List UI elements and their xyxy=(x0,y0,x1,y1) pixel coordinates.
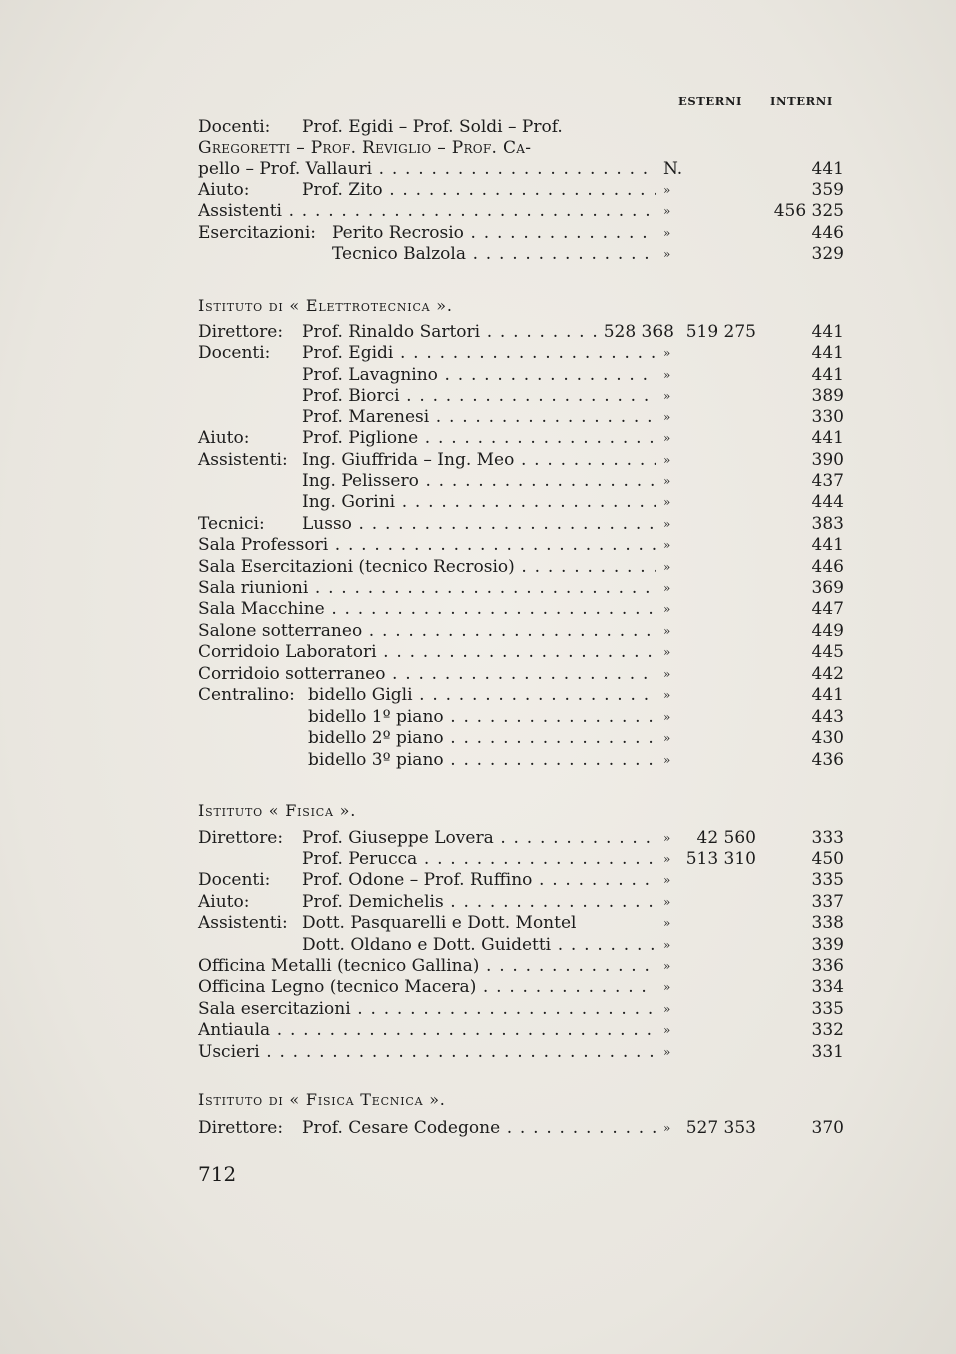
assistenti-row xyxy=(198,471,844,492)
assistente-tel: 390 xyxy=(811,450,844,470)
room-row xyxy=(198,956,844,977)
direttore-label: Direttore: xyxy=(198,322,284,342)
room-tel: 446 xyxy=(811,557,844,577)
section-title-fisica: Istituto « Fisica ». xyxy=(198,801,357,820)
direttore-label: Direttore: xyxy=(198,1118,284,1138)
docenti-name: Prof. Odone – Prof. Ruffino . . . xyxy=(302,870,656,891)
direttore-esterni: 528 368 xyxy=(603,322,674,342)
column-header-interni: INTERNI xyxy=(770,94,833,108)
direttore-name: Prof. Perucca . . . xyxy=(302,849,656,870)
docente-tel: 330 xyxy=(811,407,844,427)
docenti-row xyxy=(198,870,844,891)
assistente-tel: 339 xyxy=(811,935,844,955)
docenti-row xyxy=(198,407,844,428)
assistente-name: Ing. Gorini . . . xyxy=(302,492,656,513)
tecnici-tel: 383 xyxy=(811,514,844,534)
centralino-row xyxy=(198,750,844,771)
ditto-mark: » xyxy=(663,560,671,574)
room-tel: 331 xyxy=(811,1042,844,1062)
assistente-tel: 338 xyxy=(811,913,844,933)
ditto-mark: » xyxy=(663,873,671,887)
esercitazioni-name-1: Perito Recrosio . . . xyxy=(332,223,656,244)
docenti-row xyxy=(198,117,844,138)
direttore-interni: 513 310 xyxy=(685,849,756,869)
column-header-esterni: ESTERNI xyxy=(678,94,743,108)
ditto-mark: » xyxy=(663,602,671,616)
docenti-n: N. xyxy=(663,159,683,179)
room-name: Sala Professori . . . xyxy=(198,535,656,556)
tecnici-label: Tecnici: xyxy=(198,514,265,534)
docenti-row xyxy=(198,343,844,364)
assistente-name: Ing. Pelissero . . . xyxy=(302,471,656,492)
room-tel: 442 xyxy=(811,664,844,684)
ditto-mark: » xyxy=(663,474,671,488)
assistenti-row xyxy=(198,492,844,513)
docenti-line-2: Gregoretti – Prof. Reviglio – Prof. Ca- xyxy=(198,138,532,158)
room-name: Sala Macchine . . . xyxy=(198,599,656,620)
ditto-mark: » xyxy=(663,183,671,197)
ditto-mark: » xyxy=(663,1121,671,1135)
aiuto-tel: 441 xyxy=(811,428,844,448)
centralino-label: Centralino: xyxy=(198,685,295,705)
room-tel: 336 xyxy=(811,956,844,976)
section-title-elettrotecnica: Istituto di « Elettrotecnica ». xyxy=(198,296,453,315)
centralino-tel: 430 xyxy=(811,728,844,748)
docente-name: Prof. Marenesi . . . xyxy=(302,407,656,428)
room-row xyxy=(198,999,844,1020)
ditto-mark: » xyxy=(663,247,671,261)
docente-name: Prof. Lavagnino . . . xyxy=(302,365,656,386)
esercitazioni-row xyxy=(198,223,844,244)
docenti-row xyxy=(198,365,844,386)
ditto-mark: » xyxy=(663,938,671,952)
direttore-row xyxy=(198,849,844,870)
assistenti-row xyxy=(198,913,844,934)
assistenti-label: Assistenti: xyxy=(198,450,288,470)
room-name: Officina Metalli (tecnico Gallina) . . . xyxy=(198,956,656,977)
room-row xyxy=(198,621,844,642)
assistente-name: Dott. Pasquarelli e Dott. Montel xyxy=(302,913,577,933)
aiuto-label: Aiuto: xyxy=(198,428,250,448)
ditto-mark: » xyxy=(663,1002,671,1016)
ditto-mark: » xyxy=(663,204,671,218)
ditto-mark: » xyxy=(663,431,671,445)
room-row xyxy=(198,642,844,663)
direttore-interni: 519 275 xyxy=(685,322,756,342)
direttore-label: Direttore: xyxy=(198,828,284,848)
ditto-mark: » xyxy=(663,688,671,702)
ditto-mark: » xyxy=(663,495,671,509)
docente-tel: 441 xyxy=(811,343,844,363)
aiuto-row xyxy=(198,428,844,449)
docenti-tel: 441 xyxy=(811,159,844,179)
centralino-tel: 441 xyxy=(811,685,844,705)
assistenti-tel: 456 325 xyxy=(773,201,844,221)
room-name: Uscieri . . . xyxy=(198,1042,656,1063)
assistenti-label: Assistenti . . . xyxy=(198,201,656,222)
ditto-mark: » xyxy=(663,1023,671,1037)
esercitazioni-name-2: Tecnico Balzola . . . xyxy=(332,244,656,265)
ditto-mark: » xyxy=(663,453,671,467)
room-tel: 332 xyxy=(811,1020,844,1040)
room-name: Officina Legno (tecnico Macera) . . . xyxy=(198,977,656,998)
docenti-line-3: pello – Prof. Vallauri . . . xyxy=(198,159,656,180)
direttore-tel: 450 xyxy=(811,849,844,869)
docente-tel: 389 xyxy=(811,386,844,406)
ditto-mark: » xyxy=(663,753,671,767)
aiuto-name: Prof. Demichelis . . . xyxy=(302,892,656,913)
esercitazioni-label: Esercitazioni: xyxy=(198,223,316,243)
centralino-tel: 436 xyxy=(811,750,844,770)
direttore-name: Prof. Cesare Codegone . . . xyxy=(302,1118,656,1139)
docenti-label: Docenti: xyxy=(198,117,271,137)
ditto-mark: » xyxy=(663,731,671,745)
ditto-mark: » xyxy=(663,410,671,424)
room-row xyxy=(198,535,844,556)
ditto-mark: » xyxy=(663,1045,671,1059)
ditto-mark: » xyxy=(663,624,671,638)
docenti-label: Docenti: xyxy=(198,870,271,890)
direttore-interni: 42 560 xyxy=(696,828,756,848)
aiuto-row xyxy=(198,892,844,913)
direttore-tel: 333 xyxy=(811,828,844,848)
assistenti-row xyxy=(198,450,844,471)
direttore-tel: 370 xyxy=(811,1118,844,1138)
room-name: Sala Esercitazioni (tecnico Recrosio) . . . xyxy=(198,557,656,578)
ditto-mark: » xyxy=(663,667,671,681)
section-title-fisica-tecnica: Istituto di « Fisica Tecnica ». xyxy=(198,1090,446,1109)
ditto-mark: » xyxy=(663,645,671,659)
page-number: 712 xyxy=(198,1162,237,1186)
docenti-label: Docenti: xyxy=(198,343,271,363)
room-tel: 369 xyxy=(811,578,844,598)
room-tel: 334 xyxy=(811,977,844,997)
room-row xyxy=(198,664,844,685)
centralino-name: bidello 3º piano . . . xyxy=(308,750,656,771)
centralino-row xyxy=(198,728,844,749)
centralino-name: bidello 1º piano . . . xyxy=(308,707,656,728)
direttore-interni: 527 353 xyxy=(685,1118,756,1138)
docenti-row-3 xyxy=(198,159,844,180)
ditto-mark: » xyxy=(663,895,671,909)
direttore-row xyxy=(198,828,844,849)
centralino-row xyxy=(198,685,844,706)
aiuto-name: Prof. Piglione . . . xyxy=(302,428,656,449)
aiuto-label: Aiuto: xyxy=(198,180,250,200)
ditto-mark: » xyxy=(663,710,671,724)
room-name: Sala riunioni . . . xyxy=(198,578,656,599)
ditto-mark: » xyxy=(663,368,671,382)
assistente-tel: 437 xyxy=(811,471,844,491)
room-row xyxy=(198,977,844,998)
assistenti-row xyxy=(198,935,844,956)
centralino-name: bidello 2º piano . . . xyxy=(308,728,656,749)
esercitazioni-tel-2: 329 xyxy=(811,244,844,264)
room-row xyxy=(198,599,844,620)
room-name: Corridoio Laboratori . . . xyxy=(198,642,656,663)
docenti-tel: 335 xyxy=(811,870,844,890)
aiuto-label: Aiuto: xyxy=(198,892,250,912)
aiuto-row xyxy=(198,180,844,201)
assistente-tel: 444 xyxy=(811,492,844,512)
esercitazioni-row-2 xyxy=(198,244,844,265)
ditto-mark: » xyxy=(663,980,671,994)
aiuto-tel: 337 xyxy=(811,892,844,912)
tecnici-name: Lusso . . . xyxy=(302,514,656,535)
ditto-mark: » xyxy=(663,959,671,973)
assistenti-label: Assistenti: xyxy=(198,913,288,933)
assistenti-row xyxy=(198,201,844,222)
aiuto-name: Prof. Zito . . . xyxy=(302,180,656,201)
room-row xyxy=(198,578,844,599)
ditto-mark: » xyxy=(663,517,671,531)
ditto-mark: » xyxy=(663,346,671,360)
room-tel: 449 xyxy=(811,621,844,641)
direttore-tel: 441 xyxy=(811,322,844,342)
room-row xyxy=(198,557,844,578)
docente-name: Prof. Egidi . . . xyxy=(302,343,656,364)
room-name: Salone sotterraneo . . . xyxy=(198,621,656,642)
room-name: Sala esercitazioni . . . xyxy=(198,999,656,1020)
room-tel: 445 xyxy=(811,642,844,662)
direttore-row xyxy=(198,322,844,343)
ditto-mark: » xyxy=(663,389,671,403)
docente-name: Prof. Biorci . . . xyxy=(302,386,656,407)
room-row xyxy=(198,1020,844,1041)
esercitazioni-tel-1: 446 xyxy=(811,223,844,243)
room-tel: 447 xyxy=(811,599,844,619)
docente-tel: 441 xyxy=(811,365,844,385)
aiuto-tel: 359 xyxy=(811,180,844,200)
direttore-name: Prof. Giuseppe Lovera . . . xyxy=(302,828,656,849)
ditto-mark: » xyxy=(663,916,671,930)
direttore-name: Prof. Rinaldo Sartori . . . xyxy=(302,322,602,343)
ditto-mark: » xyxy=(663,581,671,595)
ditto-mark: » xyxy=(663,831,671,845)
direttore-row xyxy=(198,1118,844,1139)
room-tel: 441 xyxy=(811,535,844,555)
room-name: Corridoio sotterraneo . . . xyxy=(198,664,656,685)
room-tel: 335 xyxy=(811,999,844,1019)
centralino-row xyxy=(198,707,844,728)
docenti-row-2 xyxy=(198,138,844,159)
room-row xyxy=(198,1042,844,1063)
docenti-line-1: Prof. Egidi – Prof. Soldi – Prof. xyxy=(302,117,563,137)
ditto-mark: » xyxy=(663,226,671,240)
centralino-name: bidello Gigli . . . xyxy=(308,685,656,706)
room-name: Antiaula . . . xyxy=(198,1020,656,1041)
ditto-mark: » xyxy=(663,538,671,552)
assistente-name: Dott. Oldano e Dott. Guidetti . . . xyxy=(302,935,656,956)
assistente-name: Ing. Giuffrida – Ing. Meo . . . xyxy=(302,450,656,471)
ditto-mark: » xyxy=(663,852,671,866)
docenti-row xyxy=(198,386,844,407)
tecnici-row xyxy=(198,514,844,535)
centralino-tel: 443 xyxy=(811,707,844,727)
